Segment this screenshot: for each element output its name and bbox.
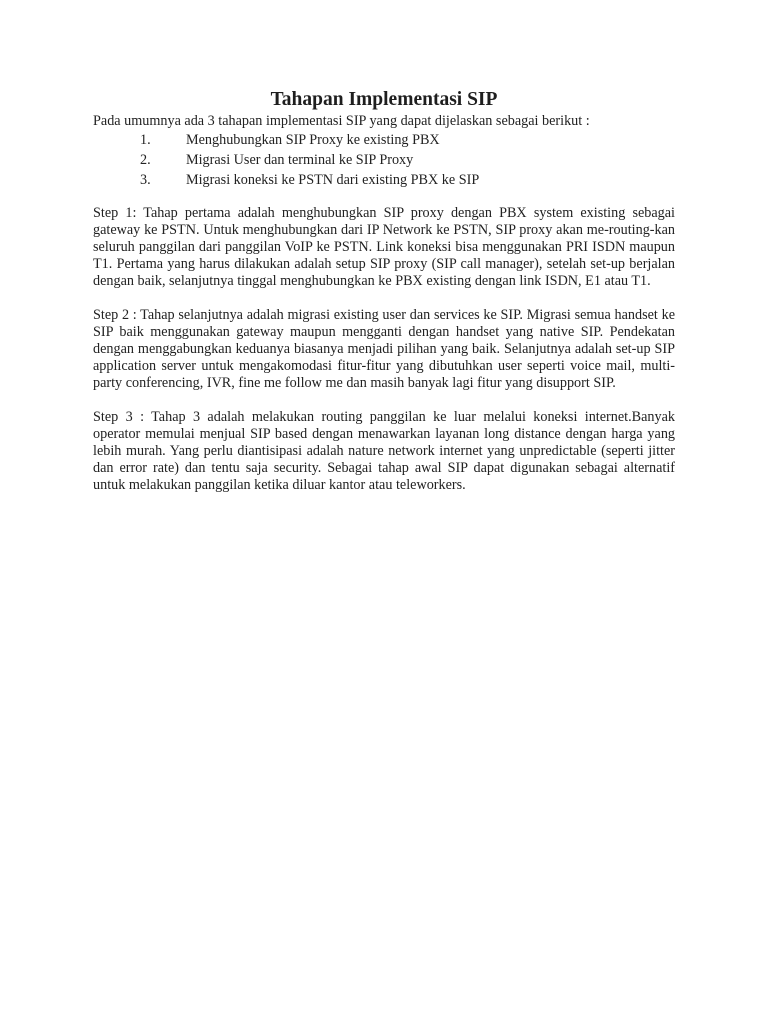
steps-list bbox=[93, 131, 675, 191]
paragraph-step-1: Step 1: Tahap pertama adalah menghubungkan SIP proxy dengan PBX system existing sebagai gateway ke PSTN. Untuk menghubungkan dari IP Network ke PSTN, SIP proxy akan me-routing-kan seluruh panggilan dari panggilan VoIP ke PSTN. Link koneksi bisa menggunakan PRI ISDN maupun T1. Pertama yang harus dilakukan adalah setup SIP proxy (SIP call manager), setelah set-up berjalan dengan baik, selanjutnya tinggal menghubungkan ke PBX existing dengan link ISDN, E1 atau T1. bbox=[93, 205, 675, 289]
list-item-text: Migrasi koneksi ke PSTN dari existing PBX ke SIP bbox=[186, 172, 480, 188]
intro-text: Pada umumnya ada 3 tahapan implementasi SIP yang dapat dijelaskan sebagai berikut : bbox=[93, 113, 590, 129]
list-item bbox=[93, 171, 675, 191]
document-title: Tahapan Implementasi SIP bbox=[270, 89, 498, 110]
list-item-number: 1. bbox=[140, 132, 151, 148]
document-content bbox=[93, 88, 675, 494]
list-item-text: Menghubungkan SIP Proxy ke existing PBX bbox=[186, 132, 440, 148]
list-item-number: 3. bbox=[140, 172, 151, 188]
paragraph-step-2: Step 2 : Tahap selanjutnya adalah migrasi existing user dan services ke SIP. Migrasi semua handset ke SIP baik menggunakan gateway maupun mengganti dengan handset yang native SIP. Pendekatan dengan menggabungkan keduanya biasanya menjadi pilihan yang baik. Selanjutnya adalah set-up SIP application server untuk mengakomodasi fitur-fitur yang dibutuhkan user seperti voice mail, multi-party conferencing, IVR, fine me follow me dan masih banyak lagi fitur yang disupport SIP. bbox=[93, 307, 675, 391]
list-item bbox=[93, 151, 675, 171]
paragraph-step-3: Step 3 : Tahap 3 adalah melakukan routing panggilan ke luar melalui koneksi internet.Banyak operator memulai menjual SIP based dengan menawarkan layanan long distance dengan harga yang lebih murah. Yang perlu diantisipasi adalah nature network internet yang unpredictable (seperti jitter dan error rate) dan tentu saja security. Sebagai tahap awal SIP dapat digunakan sebagai alternatif untuk melakukan panggilan ketika diluar kantor atau teleworkers. bbox=[93, 409, 675, 493]
list-item bbox=[93, 131, 675, 151]
list-item-text: Migrasi User dan terminal ke SIP Proxy bbox=[186, 152, 414, 168]
list-item-number: 2. bbox=[140, 152, 151, 168]
